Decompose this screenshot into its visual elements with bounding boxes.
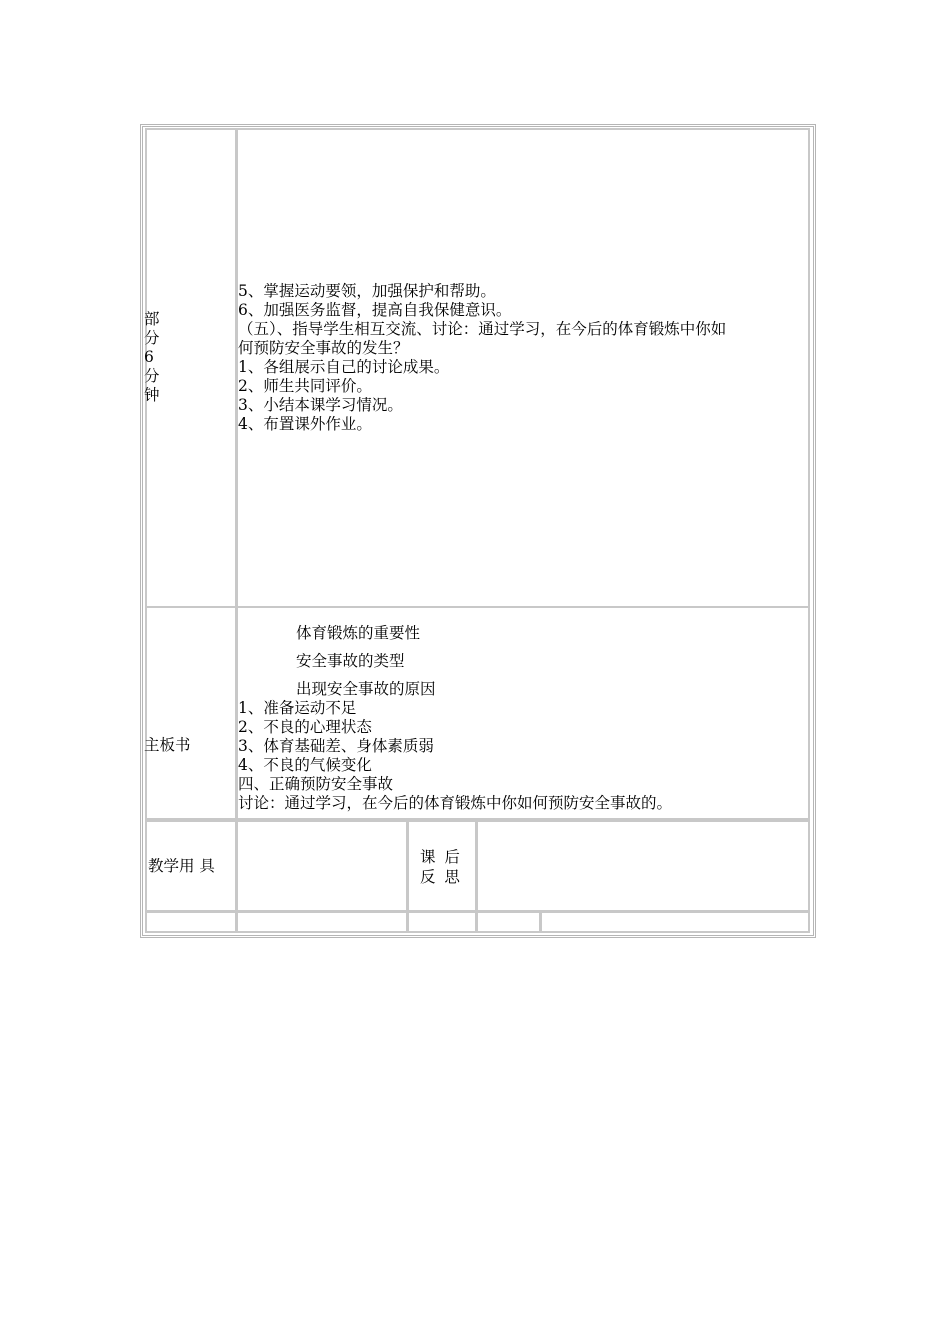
tools-content-cell [236,820,408,912]
content-line: 3、小结本课学习情况。 [238,396,403,414]
reflect-label-line1: 课 后 [420,848,462,866]
side-label-char: 分 [144,329,160,347]
content-line: （五）、指导学生相互交流、讨论：通过学习，在今后的体育锻炼中你如 [238,320,727,338]
reflect-content-cell [476,820,810,912]
content-line: 2、师生共同评价。 [238,377,372,395]
content-line: 6、加强医务监督，提高自我保健意识。 [238,301,512,319]
content-line: 4、布置课外作业。 [238,415,372,433]
side-label-char: 部 [144,310,160,328]
bottom-cell [540,911,810,933]
row2-label-cell [145,606,237,820]
board-line: 1、准备运动不足 [238,699,357,717]
row1-side-label [144,310,164,405]
bottom-cell [145,911,237,933]
side-label-char: 钟 [144,386,160,404]
board-line: 四、正确预防安全事故 [238,775,394,793]
bottom-cell [407,911,477,933]
board-line: 2、不良的心理状态 [238,718,372,736]
board-line: 讨论：通过学习，在今后的体育锻炼中你如何预防安全事故的。 [238,794,673,812]
tools-label: 教学用 具 [148,857,215,875]
content-line: 1、各组展示自己的讨论成果。 [238,358,450,376]
board-line: 3、体育基础差、身体素质弱 [238,737,434,755]
board-heading: 体育锻炼的重要性 [296,624,421,642]
board-heading: 安全事故的类型 [296,652,405,670]
content-line: 5、掌握运动要领，加强保护和帮助。 [238,282,496,300]
content-line: 何预防安全事故的发生？ [238,339,409,357]
board-heading: 出现安全事故的原因 [296,680,436,698]
side-label-char: 分 [144,367,160,385]
board-label: 主板书 [144,736,191,754]
board-line: 4、不良的气候变化 [238,756,372,774]
bottom-cell [476,911,541,933]
reflect-label-line2: 反 思 [420,868,462,886]
bottom-cell [236,911,408,933]
side-label-char: 6 [144,348,154,366]
